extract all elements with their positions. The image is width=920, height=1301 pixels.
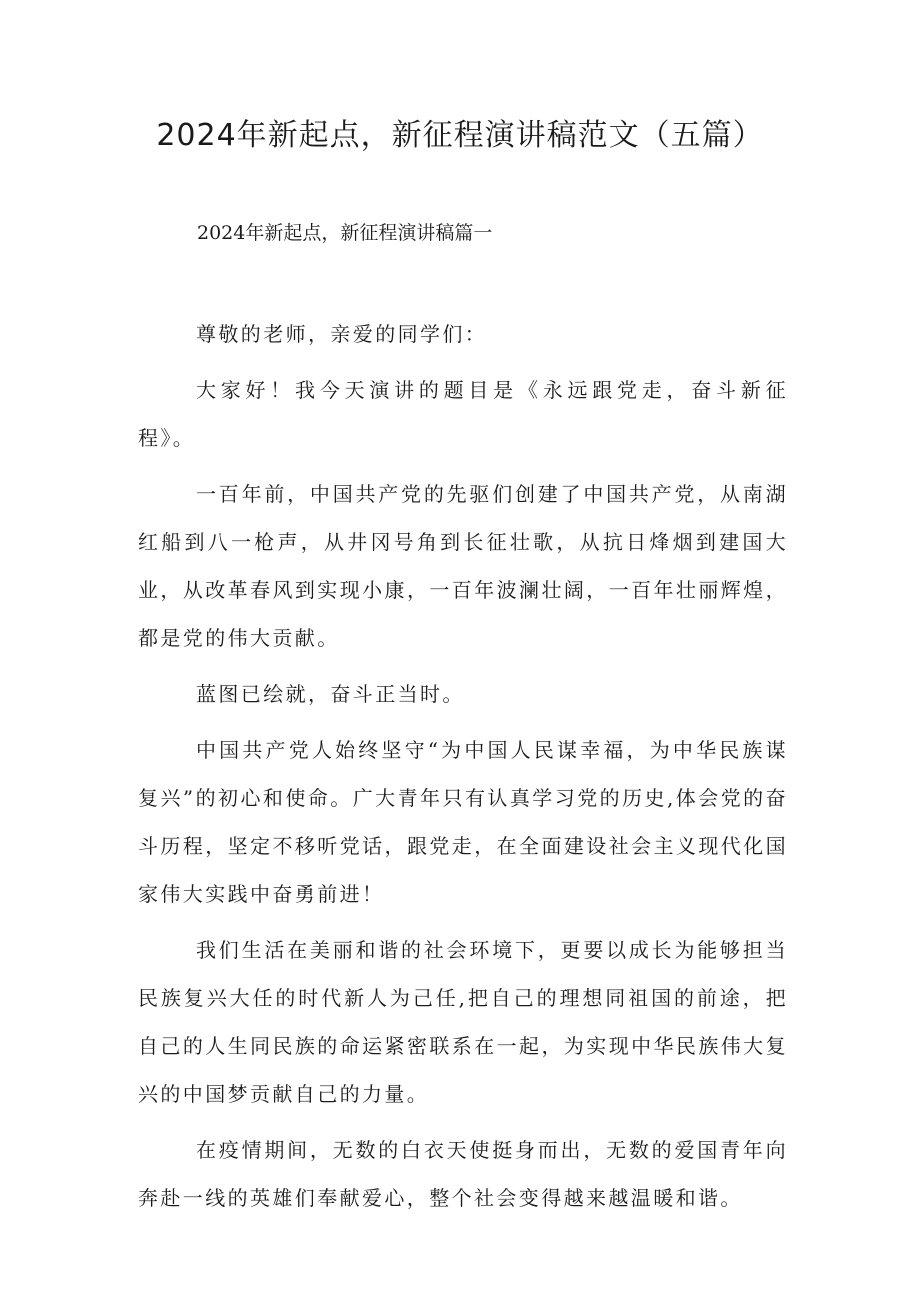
paragraph-blueprint: 蓝图已绘就，奋斗正当时。 — [196, 682, 465, 706]
paragraph-youth: 我们生活在美丽和谐的社会环境下，更要以成长为能够担当民族复兴大任的时代新人为己任,把自己的理想同祖国的前途，把自己的人生同民族的命运紧密联系在一起，为实现中华民族伟大复兴的中国梦贡献自己的力量。 — [138, 938, 788, 1106]
section-subtitle: 2024年新起点，新征程演讲稿篇一 — [197, 222, 493, 244]
paragraph-greeting: 尊敬的老师，亲爱的同学们： — [196, 322, 488, 346]
paragraph-topic: 大家好！我今天演讲的题目是《永远跟党走，奋斗新征程》。 — [138, 378, 788, 450]
document-body — [138, 310, 788, 1230]
paragraph-mission: 中国共产党人始终坚守“为中国人民谋幸福，为中华民族谋复兴”的初心和使命。广大青年只有认真学习党的历史,体会党的奋斗历程，坚定不移听党话，跟党走，在全面建设社会主义现代化国家伟大实践中奋勇前进！ — [138, 738, 788, 906]
paragraph-history: 一百年前，中国共产党的先驱们创建了中国共产党，从南湖红船到八一枪声，从井冈号角到长征壮歌，从抗日烽烟到建国大业，从改革春风到实现小康，一百年波澜壮阔，一百年壮丽辉煌，都是党的伟大贡献。 — [138, 482, 788, 650]
paragraph-epidemic: 在疫情期间，无数的白衣天使挺身而出，无数的爱国青年向奔赴一线的英雄们奉献爱心，整个社会变得越来越温暖和谐。 — [138, 1138, 788, 1210]
document-title: 2024年新起点，新征程演讲稿范文（五篇） — [156, 118, 764, 153]
